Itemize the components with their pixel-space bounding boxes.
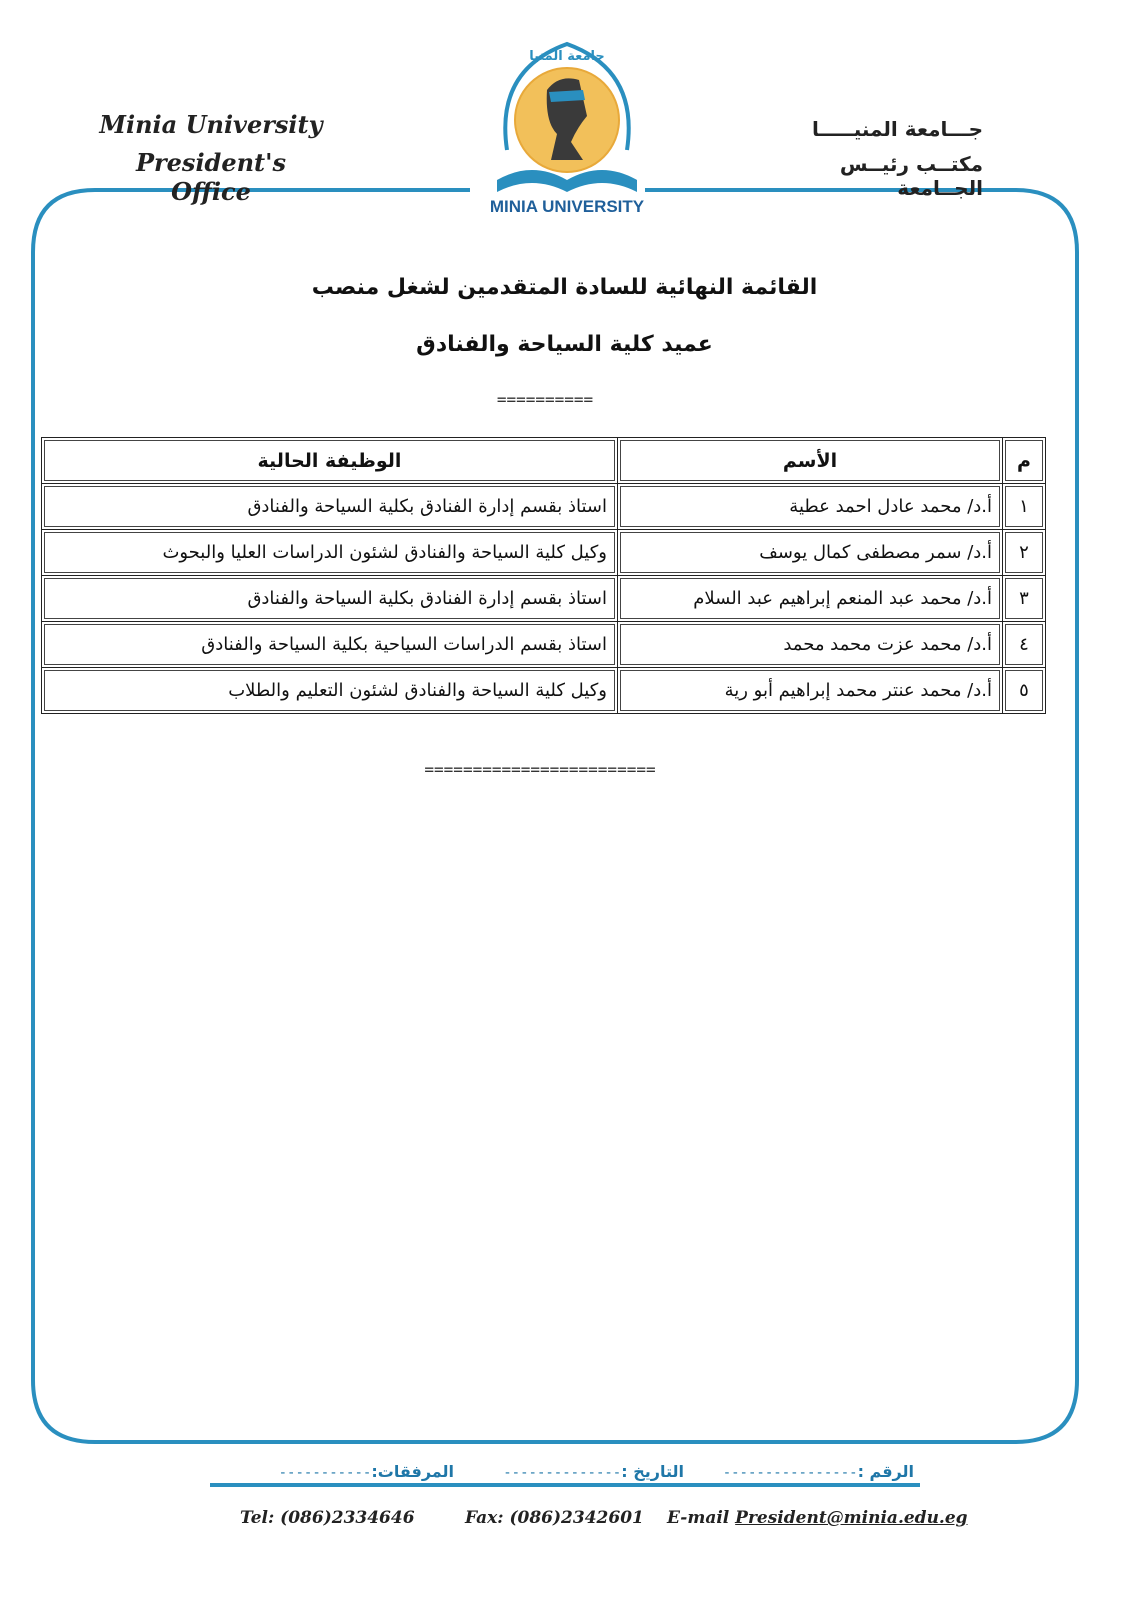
row-num: ٤ (1003, 622, 1046, 668)
row-position: وكيل كلية السياحة والفنادق لشئون التعليم والطلاب (42, 668, 618, 714)
document-title-line1: القائمة النهائية للسادة المتقدمين لشغل منصب (311, 275, 818, 300)
date-dashes: -------------- (503, 1465, 622, 1481)
row-position: استاذ بقسم إدارة الفنادق بكلية السياحة والفنادق (42, 576, 618, 622)
ref-field (714, 1462, 914, 1481)
header-name: الأسم (618, 438, 1003, 484)
table-row (42, 622, 1046, 668)
row-name: أ.د/ سمر مصطفى كمال يوسف (618, 530, 1003, 576)
logo-arc-text: جامعة المنيا (529, 49, 605, 64)
date-field (484, 1462, 684, 1481)
attach-field (224, 1462, 454, 1481)
ref-dashes: ---------------- (722, 1465, 858, 1481)
row-position: استاذ بقسم الدراسات السياحية بكلية السياحة والفنادق (42, 622, 618, 668)
table-row (42, 530, 1046, 576)
header-en-office: President's Office (135, 148, 287, 206)
row-name: أ.د/ محمد عبد المنعم إبراهيم عبد السلام (618, 576, 1003, 622)
table-row (42, 668, 1046, 714)
table-bottom-divider: ======================== (424, 760, 656, 779)
email-label: E-mail (667, 1508, 730, 1528)
ref-label: الرقم : (857, 1462, 914, 1481)
header-ar-university: جـــامعة المنيـــــا (812, 117, 983, 141)
table-header-row (42, 438, 1046, 484)
row-num: ٥ (1003, 668, 1046, 714)
tel-text: Tel: (086)2334646 (240, 1508, 415, 1528)
row-num: ٣ (1003, 576, 1046, 622)
fax-text: Fax: (086)2342601 (465, 1508, 644, 1528)
logo-banner-text: MINIA UNIVERSITY (489, 197, 645, 216)
header-num: م (1003, 438, 1046, 484)
row-num: ٢ (1003, 530, 1046, 576)
candidates-table (41, 437, 1046, 714)
attach-dashes: ----------- (278, 1465, 372, 1481)
email-link[interactable]: President@minia.edu.eg (735, 1508, 968, 1528)
university-logo (487, 30, 647, 220)
header-position: الوظيفة الحالية (42, 438, 618, 484)
document-title-line2: عميد كلية السياحة والفنادق (416, 332, 713, 357)
title-divider: ========== (496, 390, 594, 409)
header-en-university: Minia University (99, 110, 323, 139)
row-name: أ.د/ محمد عادل احمد عطية (618, 484, 1003, 530)
open-book-icon (497, 170, 637, 192)
row-position: استاذ بقسم إدارة الفنادق بكلية السياحة والفنادق (42, 484, 618, 530)
header-ar-office: مكتــب رئيــس الجــامعة (839, 152, 983, 200)
row-position: وكيل كلية السياحة والفنادق لشئون الدراسات العليا والبحوث (42, 530, 618, 576)
attach-label: المرفقات: (371, 1462, 454, 1481)
date-label: التاريخ : (621, 1462, 684, 1481)
row-num: ١ (1003, 484, 1046, 530)
email-block (667, 1508, 968, 1528)
row-name: أ.د/ محمد عنتر محمد إبراهيم أبو رية (618, 668, 1003, 714)
row-name: أ.د/ محمد عزت محمد محمد (618, 622, 1003, 668)
table-row (42, 576, 1046, 622)
table-row (42, 484, 1046, 530)
